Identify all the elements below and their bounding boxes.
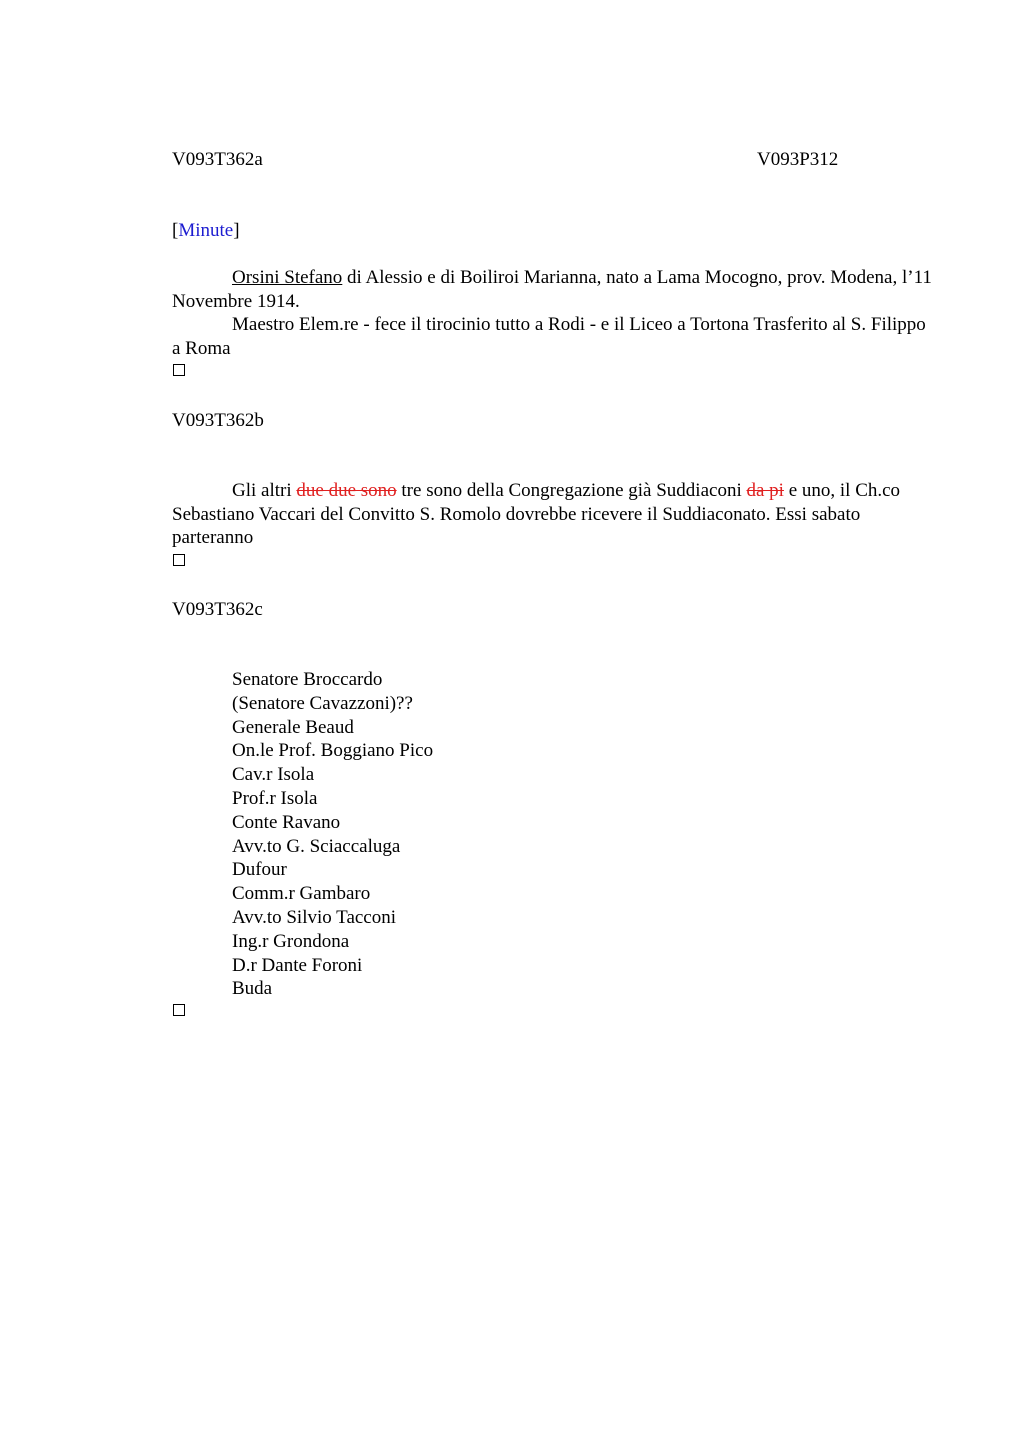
struck-text-2: da pi <box>746 480 784 501</box>
list-item: Conte Ravano <box>232 811 341 833</box>
list-item: On.le Prof. Boggiano Pico <box>232 740 434 762</box>
entry-b-text-2: tre sono della Congregazione già Suddiaconi <box>396 480 747 501</box>
struck-text-1: due due sono <box>296 480 397 501</box>
list-item: Avv.to G. Sciaccaluga <box>232 835 401 857</box>
document-code-right: V093P312 <box>757 149 839 170</box>
entry-b-text-3: e uno, il Ch.co Sebastiano Vaccari del Convitto S. Romolo dovrebbe ricevere il Suddiaconato. Essi sabato parteranno <box>172 480 901 549</box>
entry-c-code: V093T362c <box>172 599 263 620</box>
list-item: Avv.to Silvio Tacconi <box>232 906 397 928</box>
list-item: Senatore Broccardo <box>232 669 383 690</box>
entry-a-paragraph-1 <box>172 266 932 313</box>
section-label <box>172 221 240 240</box>
entry-a-text: di Alessio e di Boiliroi Marianna, nato a Lama Mocogno, prov. Modena, l’11 Novembre 1914. <box>172 267 932 312</box>
names-list <box>232 668 433 1001</box>
list-item: Dufour <box>232 859 287 881</box>
entry-b-code: V093T362b <box>172 410 264 431</box>
list-item: Generale Beaud <box>232 716 354 738</box>
minute-link[interactable]: Minute <box>178 220 234 241</box>
empty-square-icon <box>173 364 185 376</box>
list-item: Ing.r Grondona <box>232 930 350 952</box>
list-item: Prof.r Isola <box>232 787 318 809</box>
list-item: D.r Dante Foroni <box>232 954 363 976</box>
entry-a-paragraph-2: Maestro Elem.re - fece il tirocinio tutto a Rodi - e il Liceo a Tortona Trasferito al S. Filippo a Roma <box>172 314 926 359</box>
entry-b-text-1: Gli altri <box>232 480 297 501</box>
list-item: Buda <box>232 978 273 1000</box>
list-item: (Senatore Cavazzoni)?? <box>232 692 413 714</box>
document-code-left: V093T362a <box>172 149 263 170</box>
empty-square-icon <box>173 554 185 566</box>
list-item: Cav.r Isola <box>232 764 315 786</box>
section-bracket-open: [ <box>172 220 179 241</box>
section-bracket-close: ] <box>233 220 240 241</box>
person-name: Orsini Stefano <box>232 267 343 288</box>
list-item: Comm.r Gambaro <box>232 883 371 905</box>
empty-square-icon <box>173 1004 185 1016</box>
entry-b-paragraph <box>172 479 932 550</box>
